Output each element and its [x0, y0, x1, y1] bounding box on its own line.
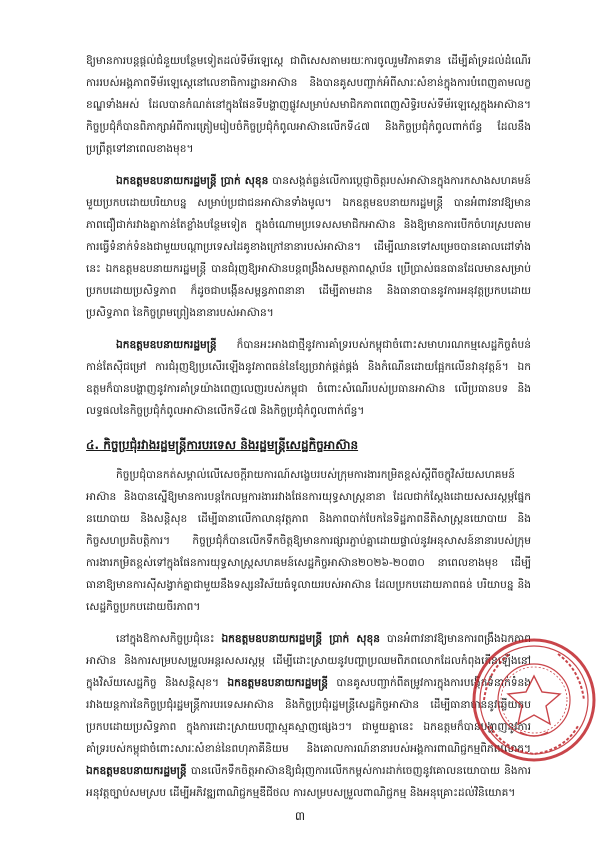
paragraph-2: [86, 170, 531, 324]
paragraph-5-start: នៅក្នុងឱកាសកិច្ចប្រជុំនេះ: [116, 633, 222, 645]
paragraph-4-text: កិច្ចប្រជុំបានកត់សម្គាល់លើសេចក្ដីរាយការណ៍សង្ខេបរបស់ក្រុមការងារកម្រិតខ្ពស់ស្ដីពីចក្ខុវិស័យសហគមន៍អាស៊ាន និងបានស្នើឱ្យមានការបន្តកែលម្អការងាររវាងផែនការយុទ្ធសាស្ត្រនានា ដែលជាក់ស្ដែងដោយសសរស្តម្ភផ្នែកនយោបាយ និងសន្តិសុខ ដើម្បីធានាលើកាលានុវត្តភាព និងភាពបាក់បែកនៃទិដ្ឋភាពនីតិសាស្ត្រនយោបាយ និងកិច្ចសហប្រតិបត្តិការ។ កិច្ចប្រជុំក៏បានលើកទឹកចិត្តឱ្យមានការផ្សារភ្ជាប់គ្នាដោយផ្ទាល់នូវអនុសាសន៍នានារបស់ក្រុមការងារកម្រិតខ្ពស់ទៅក្នុងផែនការយុទ្ធសាស្ត្រសហគមន៍សេដ្ឋកិច្ចអាស៊ាន២០២៦-២០៣០ នាពេលខាងមុខ ដើម្បីធានាឱ្យមានការស៊ីសង្វាក់គ្នាជាមួយនឹងទស្សនវិស័យធំទូលាយរបស់អាស៊ាន ដែលប្រកបដោយភាពធន់ បរិយាបន្ន និងសេដ្ឋកិច្ចប្រកបដោយចីរភាព។: [86, 469, 531, 613]
paragraph-5-mid-2: បានគូសបញ្ជាក់ពីតម្រូវការក្នុងការបង្កើតទំនាក់ទំនងរវាងយន្តការនៃកិច្ចប្រជុំរដ្ឋមន្ត្រីការបរទេសអាស៊ាន និងកិច្ចប្រជុំរដ្ឋមន្ត្រីសេដ្ឋកិច្ចអាស៊ាន ដើម្បីធានាបាននូវឆ្លើយតបប្រកបដោយប្រសិទ្ធភាព ក្នុងការដោះស្រាយបញ្ហាស្មុគស្មាញផ្សេងៗ។ ជាមួយគ្នានេះ ឯកឧត្តមក៏បានបង្ហាញនូវការគាំទ្ររបស់កម្ពុជាចំពោះសារៈសំខាន់នៃពហុភាគីនិយម និងគោលការណ៍នានារបស់អង្គការពាណិជ្ជកម្មពិភពលោក។: [86, 677, 531, 755]
paragraph-3: [86, 334, 531, 422]
paragraph-2-lead: ឯកឧត្តមឧបនាយករដ្ឋមន្ត្រី ប្រាក់ សុខុន: [116, 175, 269, 187]
paragraph-1-text: ឱ្យមានការបន្តផ្ដល់ជំនួយបន្ថែមទៀតដល់ទីម័រឡេស្តេ ជាពិសេសតាមរយៈការចូលរួមវិភាគទាន ដើម្បីគាំទ្រដល់ដំណើរការរបស់អង្គភាពទីម័រឡេស្តេនៅលេខាធិការដ្ឋានអាស៊ាន និងបានគូសបញ្ជាក់អំពីសារៈសំខាន់ក្នុងការបំពេញតាមលក្ខខណ្ឌទាំងអស់ ដែលបានកំណត់នៅក្នុងផែនទីបង្ហាញផ្លូវសម្រាប់សមាជិកភាពពេញសិទ្ធិរបស់ទីម័រឡេស្តេក្នុងអាស៊ាន។ កិច្ចប្រជុំក៏បានពិភាក្សាអំពីការត្រៀមរៀបចំកិច្ចប្រជុំកំពូលអាស៊ានលើកទី៤៧ និងកិច្ចប្រជុំកំពូលពាក់ព័ន្ធ ដែលនឹងប្រព្រឹត្តទៅនាពេលខាងមុខ។: [86, 55, 531, 155]
section-heading: ៤. កិច្ចប្រជុំរវាងរដ្ឋមន្ត្រីការបរទេស និងរដ្ឋមន្ត្រីសេដ្ឋកិច្ចអាស៊ាន: [86, 438, 359, 452]
paragraph-5-mid: បានអំពាវនាវឱ្យមានការពង្រឹងឯកភាពអាស៊ាន និងការសម្របសម្រួលអន្តរសសរស្តម្ភ ដើម្បីដោះស្រាយនូវបញ្ហាប្រឈមពិភពលោកដែលកំពុងកើនឡើងនៅក្នុងវិស័យសេដ្ឋកិច្ច និងសន្តិសុខ។: [86, 633, 531, 689]
paragraph-1: [86, 50, 531, 160]
official-seal-icon: [470, 636, 598, 764]
paragraph-2-text: បានសង្កត់ធ្ងន់លើការប្ដេជ្ញាចិត្តរបស់អាស៊ានក្នុងការកសាងសហគមន៍មួយប្រកបដោយបរិយាបន្ន សម្រាប់ប្រជាជនអាស៊ានទាំងមូល។ ឯកឧត្តមឧបនាយករដ្ឋមន្ត្រី បានអំពាវនាវឱ្យមានភាពជឿជាក់រវាងគ្នាកាន់តែខ្លាំងបន្ថែមទៀត ក្នុងចំណោមប្រទេសសមាជិកអាស៊ាន និងឱ្យមានការបើកចំហរស្របតាមការធ្វើទំនាក់ទំនងជាមួយបណ្ដាប្រទេសដៃគូខាងក្រៅនានារបស់អាស៊ាន។ ដើម្បីឈានទៅសម្រេចបានគោលដៅទាំងនេះ ឯកឧត្តមឧបនាយករដ្ឋមន្ត្រី បានជំរុញឱ្យអាស៊ានបន្តពង្រឹងសមត្ថភាពស្ថាប័ន ប្រើប្រាស់ធនធានដែលមានសម្រាប់ប្រកបដោយប្រសិទ្ធភាព ក៏ដូចជាបង្កើនសម្ពន្ធភាពនានា ដើម្បីតាមដាន និងធានាបាននូវការអនុវត្តប្រកបដោយប្រសិទ្ធភាព នៃកិច្ចព្រមព្រៀងនានារបស់អាស៊ាន។: [86, 175, 532, 319]
paragraph-3-text: ក៏បានអះអាងជាថ្មីនូវការគាំទ្ររបស់កម្ពុជាចំពោះសមាហរណកម្មសេដ្ឋកិច្ចតំបន់កាន់តែស៊ីជម្រៅ ការជំរុញឱ្យប្រសើរឡើងនូវភាពធន់នៃខ្សែច្រវាក់ផ្គត់ផ្គង់ និងកំណើនដោយផ្អែកលើនវានុវត្តន៍។ ឯកឧត្តមក៏បានបង្ហាញនូវការគាំទ្រយ៉ាងពេញលេញរបស់កម្ពុជា ចំពោះសំណើរបស់ប្រធានអាស៊ាន លើប្រធានបទ និងលទ្ធផលនៃកិច្ចប្រជុំកំពូលអាស៊ានលើកទី៤៧ និងកិច្ចប្រជុំកំពូលពាក់ព័ន្ធ។: [86, 339, 531, 417]
paragraph-5-lead: ឯកឧត្តមឧបនាយករដ្ឋមន្ត្រី ប្រាក់ សុខុន: [221, 633, 380, 645]
paragraph-5-lead-2: ឯកឧត្តមឧបនាយករដ្ឋមន្ត្រី: [227, 677, 329, 689]
paragraph-5-lead-3: ឯកឧត្តមឧបនាយករដ្ឋមន្ត្រី: [86, 765, 187, 777]
paragraph-5: [86, 628, 531, 804]
paragraph-3-lead: ឯកឧត្តមឧបនាយករដ្ឋមន្ត្រី: [116, 339, 217, 351]
paragraph-5-end: បានលើកទឹកចិត្តអាស៊ានឱ្យជំរុញការលើកកម្ពស់ការដាក់ចេញនូវគោលនយោបាយ និងការអនុវត្តច្បាប់សមស្រប ដើម្បីអភិវឌ្ឍពាណិជ្ជកម្មឌីជីថល ការសម្របសម្រួលពាណិជ្ជកម្ម និងអនុគ្រោះដល់វិនិយោគ។: [86, 765, 531, 799]
document-body: [86, 50, 531, 804]
paragraph-4: [86, 464, 531, 618]
page-number: ៣: [294, 809, 306, 823]
